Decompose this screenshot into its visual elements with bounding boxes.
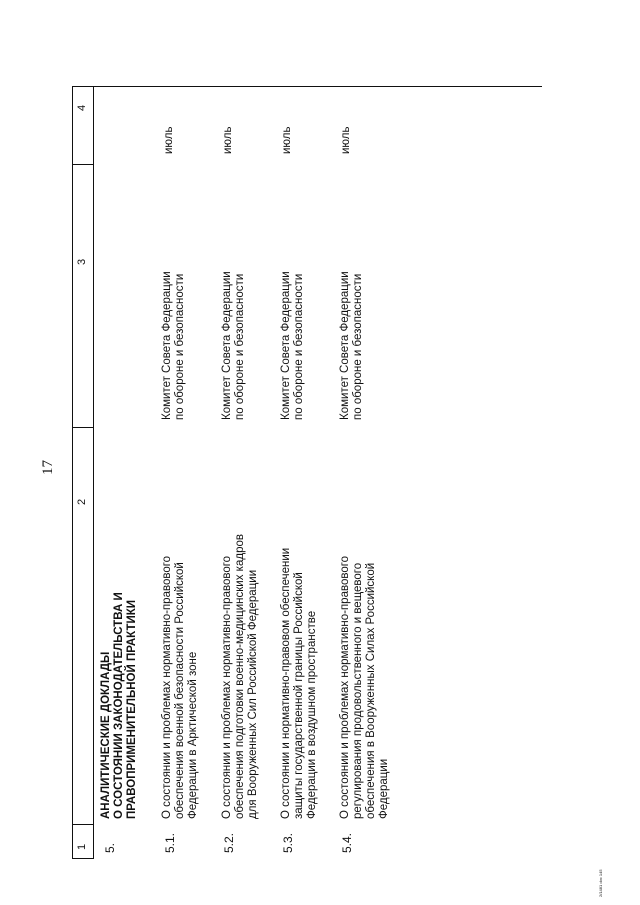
committee-line: Комитет Совета Федерации: [280, 271, 292, 420]
row-committee: [280, 271, 306, 420]
row-text-line: обеспечения в Вооруженных Силах Российской: [365, 562, 377, 819]
row-text-line: обеспечения подготовки военно-медицинских кадров: [234, 534, 246, 819]
column-header-2: 2: [76, 498, 88, 505]
row-text-line: О состоянии и проблемах нормативно-правового: [161, 555, 173, 819]
row-text-line: обеспечения военной безопасности Российской: [174, 562, 186, 819]
row-number: 5.2.: [222, 832, 236, 853]
page-number: 17: [40, 460, 56, 475]
row-text: [161, 556, 200, 819]
committee-line: по обороне и безопасности: [352, 273, 364, 420]
committee-line: по обороне и безопасности: [234, 273, 246, 420]
section-title: [100, 592, 139, 819]
column-header-row: [72, 86, 94, 859]
row-committee: [221, 271, 247, 420]
row-text-line: для Вооруженных Сил Российской Федерации: [247, 569, 259, 819]
committee-line: Комитет Совета Федерации: [161, 271, 173, 420]
row-text: [221, 534, 260, 819]
committee-line: Комитет Совета Федерации: [339, 271, 351, 420]
row-number: 5.3.: [281, 832, 295, 853]
committee-line: Комитет Совета Федерации: [221, 271, 233, 420]
row-text: [339, 556, 391, 819]
row-text-line: О состоянии и проблемах нормативно-правового: [339, 555, 351, 819]
section-title-line: О СОСТОЯНИИ ЗАКОНОДАТЕЛЬСТВА И: [113, 592, 125, 819]
row-text-line: О состоянии и проблемах нормативно-правового: [221, 555, 233, 819]
row-text-line: Федерации в Арктической зоне: [187, 651, 199, 819]
row-number: 5.4.: [340, 832, 354, 853]
document-code-mark: 2/1481 doc 145: [598, 869, 603, 897]
row-committee: [161, 271, 187, 420]
column-header-1: 1: [76, 843, 88, 850]
row-month: июль: [281, 126, 293, 154]
committee-line: по обороне и безопасности: [293, 273, 305, 420]
row-month: июль: [163, 126, 175, 154]
row-text-line: регулирования продовольственного и вещевого: [352, 562, 364, 819]
section-title-line: АНАЛИТИЧЕСКИЕ ДОКЛАДЫ: [100, 651, 112, 819]
row-text-line: О состоянии и нормативно-правовом обеспечении: [280, 547, 292, 819]
row-text-line: Федерации в воздушном пространстве: [306, 610, 318, 819]
row-text-line: защиты государственной границы Российской: [293, 572, 305, 819]
column-header-3: 3: [76, 258, 88, 265]
committee-line: по обороне и безопасности: [174, 273, 186, 420]
right-border-line: [72, 86, 542, 87]
row-month: июль: [340, 126, 352, 154]
row-month: июль: [222, 126, 234, 154]
section-title-line: ПРАВОПРИМЕНИТЕЛЬНОЙ ПРАКТИКИ: [126, 599, 138, 819]
row-text: [280, 548, 319, 819]
row-text-line: Федерации: [378, 758, 390, 819]
column-header-4: 4: [76, 104, 88, 111]
row-committee: [339, 271, 365, 420]
row-number: 5.1.: [163, 832, 177, 853]
section-number: 5.: [103, 842, 117, 853]
